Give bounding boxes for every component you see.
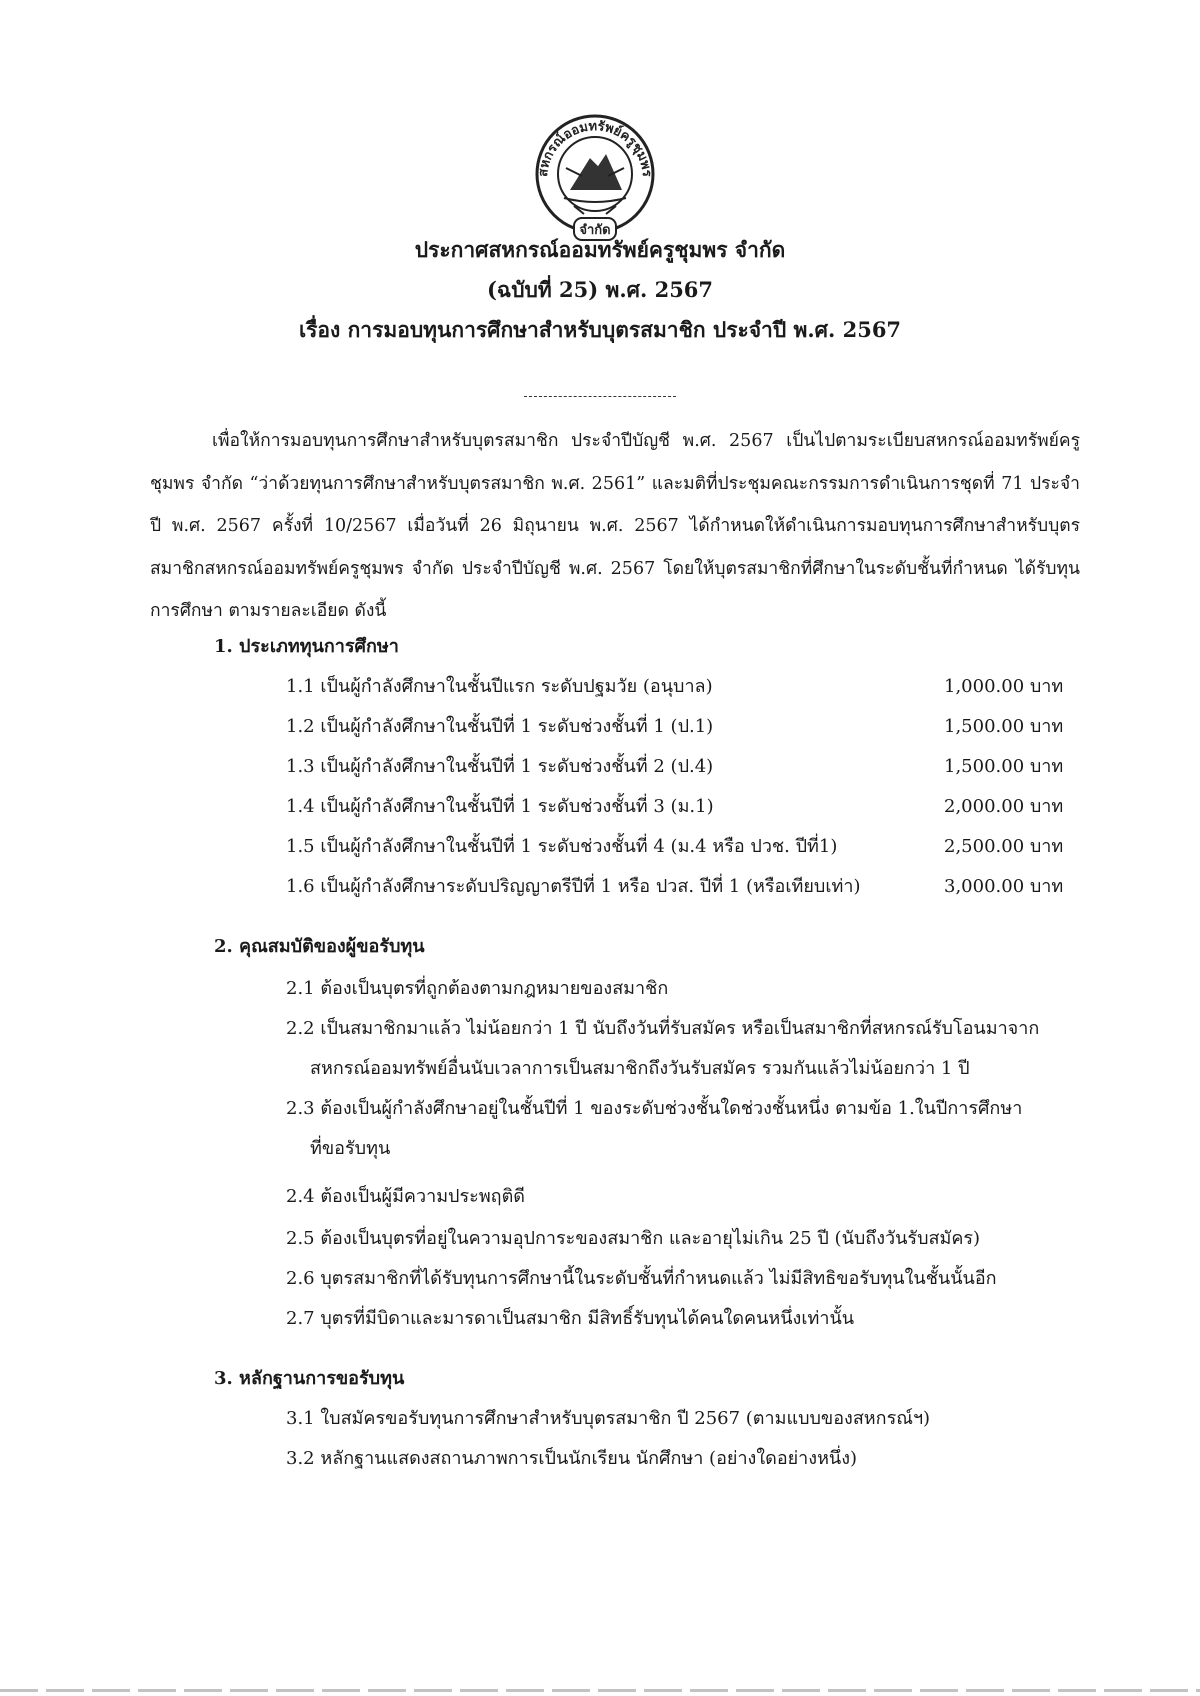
seal-ring-text: สหกรณ์ออมทรัพย์ครูชุมพร	[535, 119, 655, 178]
scholarship-type-item: 1.1 เป็นผู้กำลังศึกษาในชั้นปีแรก ระดับปฐมวัย (อนุบาล)	[286, 676, 713, 697]
qualification-item: 2.2 เป็นสมาชิกมาแล้ว ไม่น้อยกว่า 1 ปี นับถึงวันที่รับสมัคร หรือเป็นสมาชิกที่สหกรณ์รับโอนมาจาก	[286, 1018, 1040, 1039]
qualification-item: 2.5 ต้องเป็นบุตรที่อยู่ในความอุปการะของสมาชิก และอายุไม่เกิน 25 ปี (นับถึงวันรับสมัคร)	[286, 1228, 981, 1249]
scholarship-type-item: 1.6 เป็นผู้กำลังศึกษาระดับปริญญาตรีปีที่ 1 หรือ ปวส. ปีที่ 1 (หรือเทียบเท่า)	[286, 876, 861, 897]
announcement-number: (ฉบับที่ 25) พ.ศ. 2567	[486, 277, 714, 302]
qualification-item: 2.1 ต้องเป็นบุตรที่ถูกต้องตามกฎหมายของสมาชิก	[286, 978, 669, 999]
scholarship-type-item: 1.3 เป็นผู้กำลังศึกษาในชั้นปีที่ 1 ระดับช่วงชั้นที่ 2 (ป.4)	[286, 756, 714, 777]
header-divider	[524, 396, 676, 397]
section-2-title: 2. คุณสมบัติของผู้ขอรับทุน	[214, 936, 425, 957]
scholarship-amount: 3,000.00 บาท	[944, 876, 1064, 897]
section-3-title: 3. หลักฐานการขอรับทุน	[214, 1368, 405, 1389]
scholarship-amount: 1,500.00 บาท	[944, 756, 1064, 777]
qualification-item: 2.7 บุตรที่มีบิดาและมารดาเป็นสมาชิก มีสิทธิ์รับทุนได้คนใดคนหนึ่งเท่านั้น	[286, 1308, 855, 1329]
scholarship-type-item: 1.5 เป็นผู้กำลังศึกษาในชั้นปีที่ 1 ระดับช่วงชั้นที่ 4 (ม.4 หรือ ปวช. ปีที่1)	[286, 836, 838, 857]
evidence-item: 3.1 ใบสมัครขอรับทุนการศึกษาสำหรับบุตรสมาชิก ปี 2567 (ตามแบบของสหกรณ์ฯ)	[286, 1408, 931, 1429]
announcement-subject: เรื่อง การมอบทุนการศึกษาสำหรับบุตรสมาชิก ประจำปี พ.ศ. 2567	[298, 317, 902, 342]
announcement-title: ประกาศสหกรณ์ออมทรัพย์ครูชุมพร จำกัด	[414, 237, 786, 262]
scholarship-amount: 1,500.00 บาท	[944, 716, 1064, 737]
intro-paragraph	[150, 420, 1080, 633]
scan-edge-artifact	[0, 1689, 1200, 1692]
section-1-title: 1. ประเภททุนการศึกษา	[214, 636, 399, 657]
qualification-item-continued: สหกรณ์ออมทรัพย์อื่นนับเวลาการเป็นสมาชิกถึงวันรับสมัคร รวมกันแล้วไม่น้อยกว่า 1 ปี	[310, 1058, 970, 1079]
qualification-item: 2.4 ต้องเป็นผู้มีความประพฤติดี	[286, 1186, 525, 1207]
qualification-item-continued: ที่ขอรับทุน	[310, 1138, 391, 1159]
qualification-item: 2.6 บุตรสมาชิกที่ได้รับทุนการศึกษานี้ในระดับชั้นที่กำหนดแล้ว ไม่มีสิทธิขอรับทุนในชั้นนั้นอีก	[286, 1268, 997, 1289]
scholarship-amount: 2,500.00 บาท	[944, 836, 1064, 857]
scholarship-type-item: 1.4 เป็นผู้กำลังศึกษาในชั้นปีที่ 1 ระดับช่วงชั้นที่ 3 (ม.1)	[286, 796, 714, 817]
intro-text: เพื่อให้การมอบทุนการศึกษาสำหรับบุตรสมาชิก ประจำปีบัญชี พ.ศ. 2567 เป็นไปตามระเบียบสหกรณ์ออมทรัพย์ครูชุมพร จำกัด “ว่าด้วยทุนการศึกษาสำหรับบุตรสมาชิก พ.ศ. 2561” และมติที่ประชุมคณะกรรมการดำเนินการชุดที่ 71 ประจำปี พ.ศ. 2567 ครั้งที่ 10/2567 เมื่อวันที่ 26 มิถุนายน พ.ศ. 2567 ได้กำหนดให้ดำเนินการมอบทุนการศึกษาสำหรับบุตรสมาชิกสหกรณ์ออมทรัพย์ครูชุมพร จำกัด ประจำปีบัญชี พ.ศ. 2567 โดยให้บุตรสมาชิกที่ศึกษาในระดับชั้นที่กำหนด ได้รับทุนการศึกษา ตามรายละเอียด ดังนี้	[150, 431, 1080, 621]
evidence-item: 3.2 หลักฐานแสดงสถานภาพการเป็นนักเรียน นักศึกษา (อย่างใดอย่างหนึ่ง)	[286, 1448, 858, 1469]
qualification-item: 2.3 ต้องเป็นผู้กำลังศึกษาอยู่ในชั้นปีที่ 1 ของระดับช่วงชั้นใดช่วงชั้นหนึ่ง ตามข้อ 1.ในปีการศึกษา	[286, 1098, 1023, 1119]
scholarship-amount: 1,000.00 บาท	[944, 676, 1064, 697]
scholarship-amount: 2,000.00 บาท	[944, 796, 1064, 817]
seal-bottom-text: จำกัด	[579, 223, 611, 238]
scholarship-type-item: 1.2 เป็นผู้กำลังศึกษาในชั้นปีที่ 1 ระดับช่วงชั้นที่ 1 (ป.1)	[286, 716, 714, 737]
cooperative-seal-logo	[524, 110, 666, 248]
